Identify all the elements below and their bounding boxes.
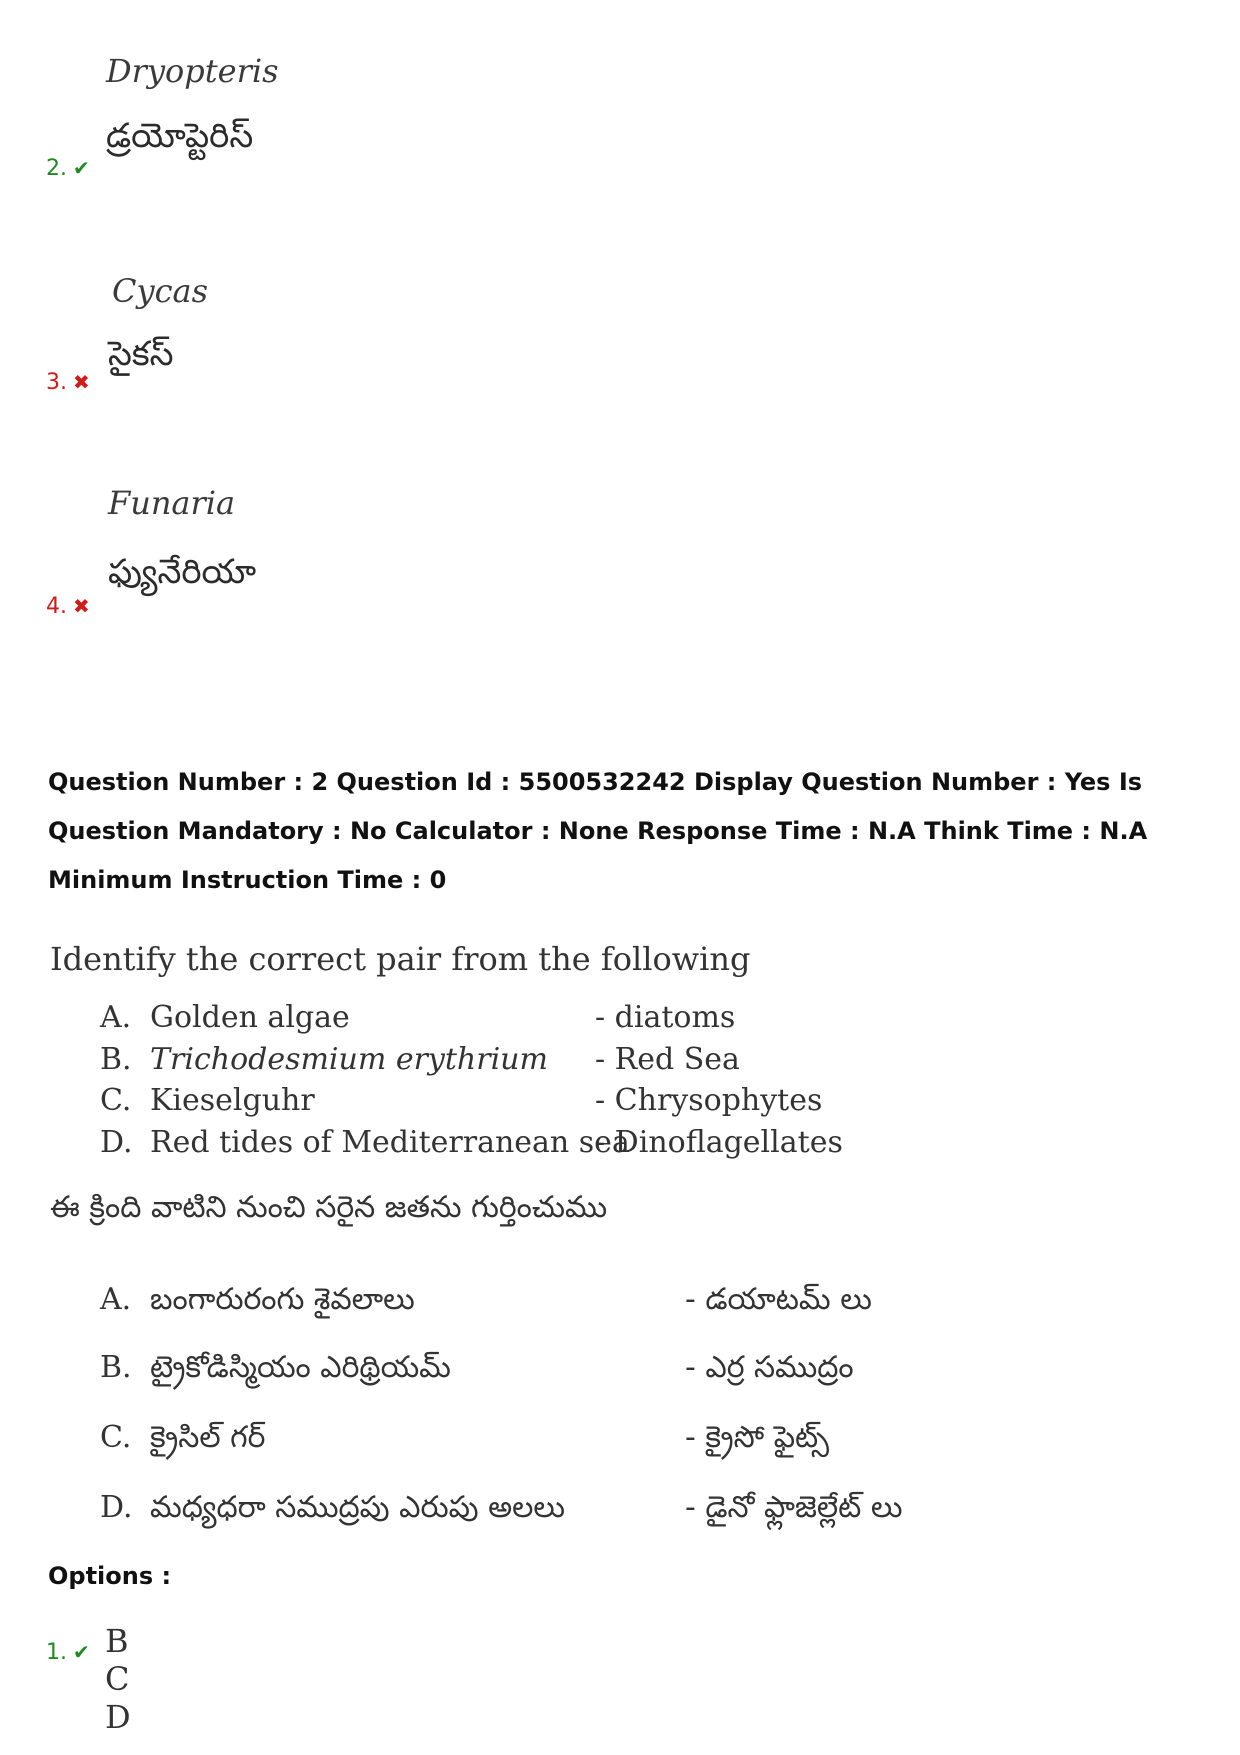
- pair-letter: A.: [100, 1000, 132, 1035]
- telugu-pair-a: [100, 1282, 940, 1326]
- english-pair-a: [100, 1000, 860, 1040]
- pair-left: Red tides of Mediterranean sea: [150, 1125, 630, 1160]
- cross-icon: ✖: [73, 594, 90, 618]
- pair-letter: D.: [100, 1125, 133, 1160]
- pair-letter: B.: [100, 1042, 132, 1077]
- pair-letter: B.: [100, 1350, 132, 1385]
- pair-right: - diatoms: [595, 1000, 736, 1035]
- options-label: Options :: [48, 1562, 172, 1590]
- pair-left: బంగారురంగు శైవలాలు: [150, 1282, 415, 1317]
- option-3-number-wrap: [46, 370, 90, 395]
- option-3-english: Cycas: [112, 272, 208, 310]
- pair-letter: C.: [100, 1420, 132, 1455]
- english-pair-d: [100, 1125, 860, 1165]
- telugu-pair-c: [100, 1420, 940, 1464]
- option-4-number-wrap: [46, 594, 90, 619]
- pair-left: మధ్యధరా సముద్రపు ఎరుపు అలలు: [150, 1490, 566, 1525]
- pair-right: - Red Sea: [595, 1042, 740, 1077]
- pair-letter: C.: [100, 1083, 132, 1118]
- check-icon: ✔: [73, 156, 90, 180]
- pair-letter: A.: [100, 1282, 132, 1317]
- option-1-text: B C D: [105, 1622, 131, 1736]
- pair-right: - డైనో ఫ్లాజెల్లేట్ లు: [685, 1490, 903, 1525]
- telugu-pair-d: [100, 1490, 940, 1534]
- english-pair-b: [100, 1042, 860, 1082]
- pair-right: - క్రైసో ఫైట్స్: [685, 1420, 830, 1455]
- option-4-english: Funaria: [108, 484, 236, 522]
- pair-right: - Chrysophytes: [595, 1083, 823, 1118]
- pair-letter: D.: [100, 1490, 133, 1525]
- option-3-telugu: సైకస్: [108, 334, 174, 374]
- pair-right: - Dinoflagellates: [595, 1125, 843, 1160]
- option-3-number: 3.: [46, 370, 67, 395]
- pair-left: Golden algae: [150, 1000, 350, 1035]
- option-2-english: Dryopteris: [106, 52, 279, 90]
- option-2-number: 2.: [46, 156, 67, 181]
- pair-left: క్రైసిల్ గర్: [150, 1420, 266, 1455]
- question-meta: Question Number : 2 Question Id : 5500532242 Display Question Number : Yes Is Question Mandatory : No Calculator : None Response Time : N.A Think Time : N.A Minimum Instruction Time : 0: [48, 768, 1148, 894]
- option-4-number: 4.: [46, 594, 67, 619]
- option-2-telugu: డ్రయోప్టెరిస్: [106, 116, 254, 156]
- cross-icon: ✖: [73, 370, 90, 394]
- pair-left: Trichodesmium erythrium: [150, 1042, 548, 1077]
- pair-right: - ఎర్ర సముద్రం: [685, 1350, 854, 1385]
- option-1-number: 1.: [46, 1640, 67, 1665]
- option-2-number-wrap: [46, 156, 90, 181]
- telugu-pair-b: [100, 1350, 940, 1394]
- pair-right: - డయాటమ్ లు: [685, 1282, 872, 1317]
- pair-left: Kieselguhr: [150, 1083, 315, 1118]
- english-pair-c: [100, 1083, 860, 1123]
- option-1-number-wrap: [46, 1640, 90, 1665]
- question-prompt-telugu: ఈ క్రింది వాటిని నుంచి సరైన జతను గుర్తించుము: [50, 1190, 608, 1225]
- question-prompt-english: Identify the correct pair from the following: [50, 940, 751, 978]
- check-icon: ✔: [73, 1640, 90, 1664]
- pair-left: ట్రైకోడిస్మియం ఎరిథ్రియమ్: [150, 1350, 451, 1385]
- option-4-telugu: ఫ్యునేరియా: [108, 552, 257, 592]
